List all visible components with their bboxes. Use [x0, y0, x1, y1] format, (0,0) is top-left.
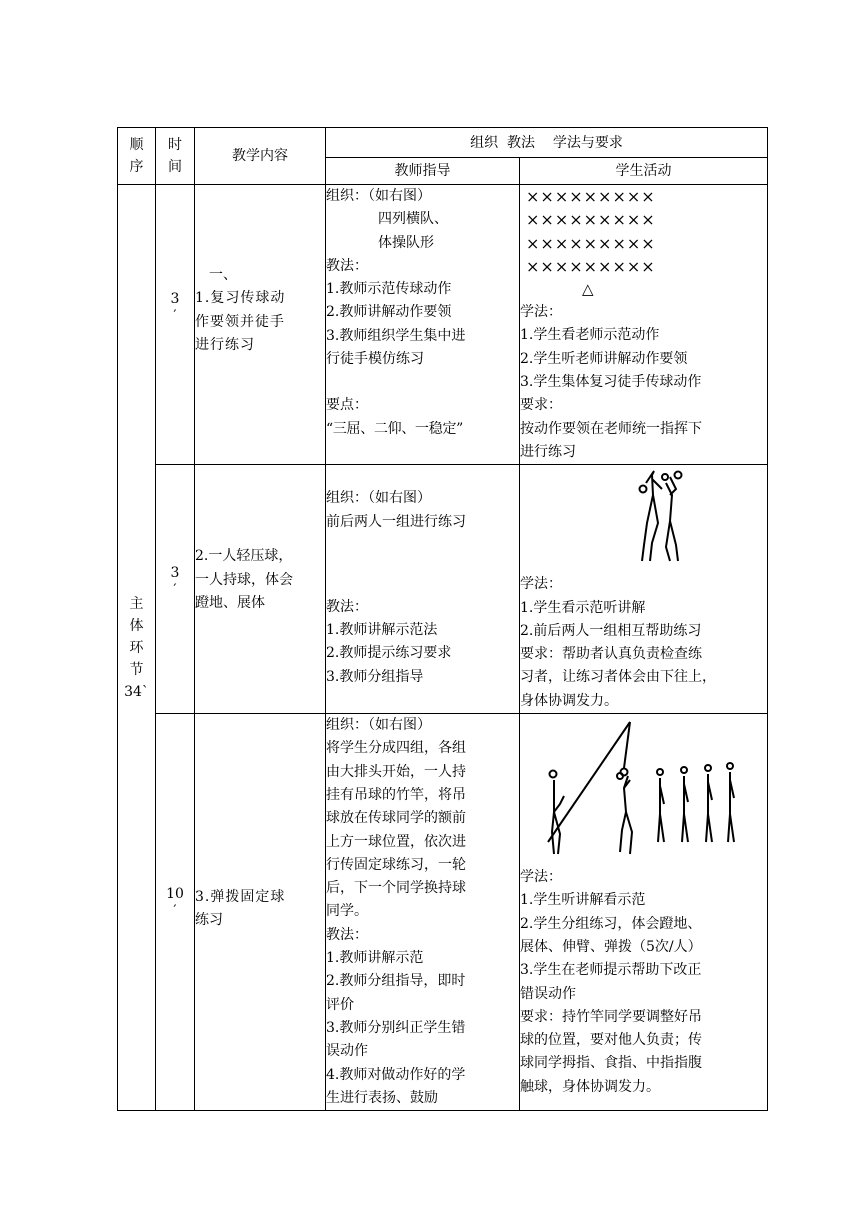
teacher-line: 将学生分成四组，各组 [326, 740, 466, 757]
header-teacher: 教师指导 [326, 158, 520, 185]
student-line: 1.学生看老师示范动作 [520, 327, 660, 344]
content-line: 进行练习 [195, 336, 255, 353]
teacher-position-mark: △ [582, 280, 594, 299]
teacher-line: 1.教师讲解示范 [326, 950, 424, 967]
student-line: 2.学生分组练习，体会蹬地、 [520, 915, 702, 932]
header-content: 教学内容 [195, 128, 326, 185]
student-line: 1.学生看示范听讲解 [520, 599, 646, 616]
teacher-line: 组织：（如右图） [326, 188, 431, 204]
header-time-char: 时 [168, 137, 182, 153]
section-label-char: 环 [129, 639, 144, 656]
lesson-plan-table [117, 127, 768, 1111]
student-cell [520, 465, 768, 714]
teacher-line: “三屈、二仰、一稳定” [326, 420, 464, 437]
teacher-cell [326, 714, 520, 1111]
teacher-line: 教法： [326, 926, 368, 943]
teacher-line: 1.教师示范传球动作 [326, 281, 452, 298]
student-cell [520, 185, 768, 465]
time-cell [156, 714, 195, 1111]
teacher-line: 球放在传球同学的额前 [326, 810, 466, 827]
section-label [118, 185, 156, 1111]
content-line: 一人持球，体会 [195, 571, 293, 588]
student-line: 错误动作 [520, 985, 576, 1002]
content-line: 1.复习传球动 [195, 290, 286, 307]
teacher-line: 3.教师分组指导 [326, 668, 424, 685]
time-value: 3 [170, 565, 180, 582]
student-line: 要求：帮助者认真负责检查练 [520, 646, 702, 663]
content-line: 蹬地、展体 [195, 594, 265, 611]
header-order [118, 128, 156, 185]
student-line: 进行练习 [520, 443, 576, 460]
student-line: 2.前后两人一组相互帮助练习 [520, 622, 702, 639]
header-time-char: 间 [168, 159, 182, 175]
header-time [156, 128, 195, 185]
header-order-char: 顺 [129, 137, 144, 153]
teacher-line: 教法： [326, 257, 368, 274]
teacher-cell [326, 465, 520, 714]
time-value: 10 [166, 886, 184, 903]
header-order-char: 序 [129, 159, 144, 175]
teacher-line: 体操队形 [378, 234, 434, 251]
teacher-line: 由大排头开始，一人持 [326, 763, 466, 780]
table-row [118, 185, 768, 465]
teacher-line: 同学。 [326, 903, 368, 920]
teacher-line: 3.教师分别纠正学生错 [326, 1019, 466, 1036]
content-line: 一、 [209, 267, 237, 283]
formation-row: ××××××××× [526, 233, 656, 253]
section-label-char: 34` [124, 683, 149, 700]
student-line: 展体、伸臂、弹拨（5次/人） [520, 938, 702, 955]
teacher-line: 四列横队、 [378, 211, 448, 228]
time-cell [156, 185, 195, 465]
fixed-ball-drill-figure [520, 714, 756, 866]
student-line: 3.学生集体复习徒手传球动作 [520, 374, 702, 391]
student-line: 触球，身体协调发力。 [520, 1078, 660, 1095]
teacher-line: 组织：（如右图） [326, 717, 431, 734]
teacher-line: 2.教师分组指导，即时 [326, 973, 466, 990]
teacher-line: 上方一球位置，依次进 [326, 833, 466, 850]
content-cell [195, 465, 326, 714]
table-row [118, 714, 768, 1111]
time-cell [156, 465, 195, 714]
formation-row: ××××××××× [526, 187, 656, 206]
time-unit: ′ [173, 582, 177, 599]
content-cell [195, 714, 326, 1111]
time-unit: ′ [173, 308, 177, 324]
header-org-title: 组织 教法 学法与要求 [326, 128, 768, 158]
student-line: 1.学生听讲解看示范 [520, 892, 646, 909]
student-line: 要求： [520, 397, 562, 414]
content-cell [195, 185, 326, 465]
teacher-line: 评价 [326, 996, 354, 1013]
student-line: 按动作要领在老师统一指挥下 [520, 420, 702, 437]
teacher-line: 组织：（如右图） [326, 490, 431, 507]
teacher-line: 教法： [326, 598, 368, 615]
student-line: 学法： [520, 304, 562, 321]
content-line: 2.一人轻压球， [195, 548, 293, 565]
teacher-line: 要点： [326, 397, 368, 414]
teacher-line: 2.教师讲解动作要领 [326, 304, 452, 321]
table-row [118, 465, 768, 714]
teacher-cell [326, 185, 520, 465]
student-line: 要求：持竹竿同学要调整好吊 [520, 1008, 702, 1025]
student-line: 球同学拇指、食指、中指指腹 [520, 1055, 702, 1072]
teacher-line: 挂有吊球的竹竿，将吊 [326, 786, 466, 803]
formation-row: ××××××××× [526, 256, 656, 276]
student-line: 身体协调发力。 [520, 692, 618, 709]
teacher-line: 行传固定球练习，一轮 [326, 856, 466, 873]
pair-practice-figure [520, 465, 756, 573]
student-line: 3.学生在老师提示帮助下改正 [520, 962, 702, 979]
header-student: 学生活动 [520, 158, 768, 185]
student-line: 学法： [520, 576, 562, 593]
student-line: 习者，让练习者体会由下往上， [520, 669, 716, 686]
formation-row: ××××××××× [526, 210, 656, 230]
teacher-line: 前后两人一组进行练习 [326, 513, 466, 530]
content-line: 练习 [195, 912, 223, 929]
teacher-line: 后，下一个同学换持球 [326, 880, 466, 897]
student-line: 球的位置，要对他人负责；传 [520, 1032, 702, 1049]
section-label-char: 主 [129, 595, 144, 612]
student-line: 学法： [520, 869, 562, 886]
content-line: 作要领并徒手 [195, 313, 285, 330]
teacher-line: 误动作 [326, 1043, 368, 1060]
time-unit: ′ [173, 903, 177, 920]
teacher-line: 1.教师讲解示范法 [326, 622, 438, 639]
teacher-line: 4.教师对做动作好的学 [326, 1066, 466, 1083]
time-value: 3 [170, 291, 180, 307]
section-label-char: 节 [129, 661, 144, 678]
teacher-line: 2.教师提示练习要求 [326, 645, 452, 662]
teacher-line: 3.教师组织学生集中进 [326, 327, 466, 344]
content-line: 3.弹拨固定球 [195, 889, 286, 906]
student-cell [520, 714, 768, 1111]
teacher-line: 生进行表扬、鼓励 [326, 1089, 438, 1106]
student-line: 2.学生听老师讲解动作要领 [520, 350, 688, 367]
section-label-char: 体 [129, 617, 144, 634]
teacher-line: 行徒手模仿练习 [326, 351, 424, 368]
